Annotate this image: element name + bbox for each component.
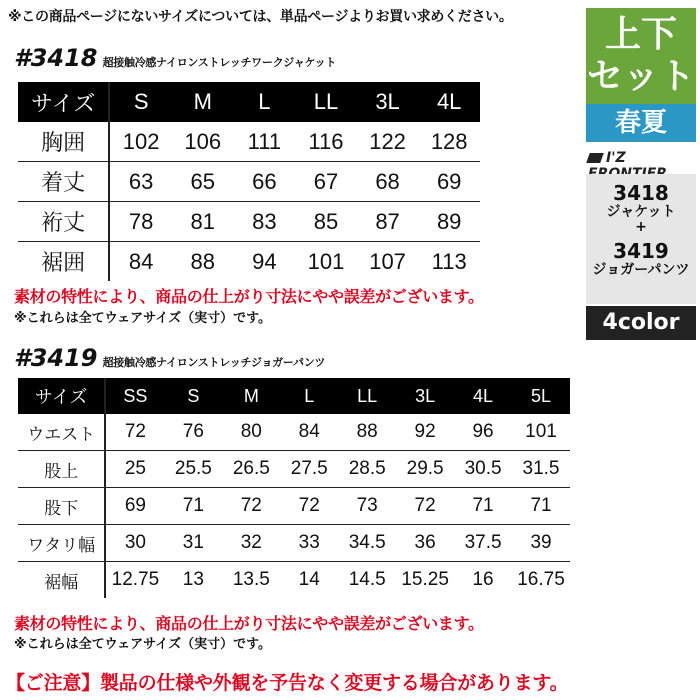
jacket-size-cell: 4L (418, 82, 480, 122)
table-cell: 113 (431, 248, 467, 274)
table-cell: 78 (109, 202, 172, 242)
row-label: 裾囲 (18, 242, 109, 282)
table-row (18, 242, 480, 282)
pants-size-cell: 3L (396, 378, 454, 414)
jacket-heading (14, 44, 336, 72)
row-label: 裄丈 (18, 202, 109, 242)
item1-name: ジャケット (606, 204, 676, 220)
row-label: 股上 (18, 451, 105, 488)
table-cell: 71 (512, 488, 570, 525)
set-badge-line2: セット (586, 56, 695, 97)
jacket-size-cell: S (109, 82, 172, 122)
row-label: 胸囲 (18, 122, 109, 162)
table-cell: 14.5 (348, 569, 386, 590)
table-row (18, 562, 570, 599)
table-cell: 67 (295, 162, 357, 202)
table-cell: 25 (105, 451, 164, 488)
pants-size-cell: S (164, 378, 222, 414)
table-cell: 31 (164, 525, 222, 562)
pants-size-cell: 5L (512, 378, 570, 414)
jacket-size-cell: M (172, 82, 234, 122)
table-cell: 33 (280, 525, 338, 562)
table-cell: 72 (280, 488, 338, 525)
table-cell: 83 (234, 202, 296, 242)
pants-heading (14, 344, 325, 372)
table-cell: 88 (190, 248, 216, 274)
jacket-size-cell: LL (295, 82, 357, 122)
table-cell: 101 (512, 414, 570, 451)
pants-size-note: ※これらは全てウェアサイズ（実寸）です。 (14, 637, 272, 652)
set-badge (586, 8, 696, 104)
table-cell: 12.75 (111, 569, 160, 590)
jacket-size-note: ※これらは全てウェアサイズ（実寸）です。 (14, 311, 272, 326)
table-row (18, 488, 570, 525)
table-cell: 25.5 (164, 451, 222, 488)
pants-size-cell: M (222, 378, 280, 414)
table-cell: 72 (222, 488, 280, 525)
brand-mark-icon (586, 153, 604, 163)
row-label: ワタリ幅 (18, 525, 105, 562)
table-row (18, 202, 480, 242)
table-cell: 65 (172, 162, 234, 202)
table-cell: 71 (164, 488, 222, 525)
table-cell: 16 (472, 569, 494, 590)
table-cell: 88 (338, 414, 396, 451)
row-label: ウエスト (18, 414, 105, 451)
row-label: 裾幅 (18, 562, 105, 599)
table-cell: 34.5 (338, 525, 396, 562)
table-cell: 68 (357, 162, 419, 202)
jacket-header-row (18, 82, 480, 122)
table-row (18, 525, 570, 562)
table-cell: 28.5 (338, 451, 396, 488)
jacket-tolerance-note: 素材の特性により、商品の仕上がり寸法にやや誤差がございます。 (14, 287, 484, 306)
table-cell: 13 (182, 569, 204, 590)
table-cell: 94 (252, 248, 277, 274)
table-row (18, 414, 570, 451)
table-cell: 27.5 (280, 451, 338, 488)
table-cell: 80 (222, 414, 280, 451)
table-cell: 101 (307, 248, 345, 274)
table-row (18, 122, 480, 162)
table-cell: 66 (234, 162, 296, 202)
pants-name: 超接触冷感ナイロンストレッチジョガーパンツ (102, 356, 326, 369)
plus-sign: + (635, 219, 647, 235)
table-cell: 29.5 (396, 451, 454, 488)
table-cell: 16.75 (517, 569, 565, 590)
set-badge-line1: 上下 (604, 14, 677, 55)
item1-code: 3418 (613, 181, 669, 205)
pants-size-cell: SS (105, 378, 164, 414)
table-cell: 69 (105, 488, 164, 525)
table-cell: 84 (128, 248, 154, 274)
table-cell: 87 (357, 202, 419, 242)
pants-size-table (18, 378, 570, 598)
row-label: 着丈 (18, 162, 109, 202)
table-cell: 73 (338, 488, 396, 525)
table-cell: 13.5 (232, 569, 270, 590)
table-cell: 107 (369, 248, 406, 274)
table-cell: 85 (295, 202, 357, 242)
table-cell: 69 (418, 162, 480, 202)
color-count-badge: 4color (586, 306, 696, 340)
table-cell: 72 (105, 414, 164, 451)
table-row (18, 162, 480, 202)
table-cell: 30.5 (454, 451, 512, 488)
table-cell: 76 (164, 414, 222, 451)
table-cell: 37.5 (454, 525, 512, 562)
table-cell: 84 (280, 414, 338, 451)
set-contents-box (586, 174, 696, 304)
table-cell: 39 (512, 525, 570, 562)
table-cell: 102 (109, 122, 172, 162)
table-cell: 36 (396, 525, 454, 562)
table-cell: 32 (222, 525, 280, 562)
item2-name: ジョガーパンツ (592, 262, 690, 278)
table-cell: 116 (295, 122, 357, 162)
table-cell: 92 (396, 414, 454, 451)
jacket-size-cell: L (234, 82, 296, 122)
pants-tolerance-note: 素材の特性により、商品の仕上がり寸法にやや誤差がございます。 (14, 614, 484, 633)
pants-size-cell: LL (338, 378, 396, 414)
jacket-code: #3418 (14, 44, 98, 72)
table-cell: 81 (172, 202, 234, 242)
table-cell: 128 (418, 122, 480, 162)
pants-size-cell: L (280, 378, 338, 414)
table-cell: 96 (454, 414, 512, 451)
item2-code: 3419 (613, 239, 669, 263)
table-cell: 14 (298, 569, 320, 590)
table-row (18, 451, 570, 488)
jacket-size-cell: 3L (357, 82, 419, 122)
jacket-size-table (18, 82, 480, 281)
table-cell: 30 (105, 525, 164, 562)
table-cell: 106 (172, 122, 234, 162)
row-label: 股下 (18, 488, 105, 525)
table-cell: 72 (396, 488, 454, 525)
season-badge: 春夏 (586, 104, 696, 142)
top-note: ※この商品ページにないサイズについては、単品ページよりお買い求めください。 (8, 9, 513, 25)
caution-notice: 【ご注意】製品の仕様や外観を予告なく変更する場合があります。 (6, 672, 569, 694)
brand-name: I'Z (606, 150, 626, 166)
pants-code: #3419 (14, 344, 98, 372)
jacket-name: 超接触冷感ナイロンストレッチワークジャケット (102, 56, 337, 69)
jacket-header-label: サイズ (18, 82, 109, 122)
table-cell: 111 (234, 122, 296, 162)
table-cell: 71 (454, 488, 512, 525)
pants-header-row (18, 378, 570, 414)
table-cell: 89 (418, 202, 480, 242)
table-cell: 122 (357, 122, 419, 162)
table-cell: 31.5 (512, 451, 570, 488)
table-cell: 15.25 (401, 569, 449, 590)
pants-header-label: サイズ (18, 378, 105, 414)
table-cell: 63 (109, 162, 172, 202)
table-cell: 26.5 (222, 451, 280, 488)
pants-size-cell: 4L (454, 378, 512, 414)
